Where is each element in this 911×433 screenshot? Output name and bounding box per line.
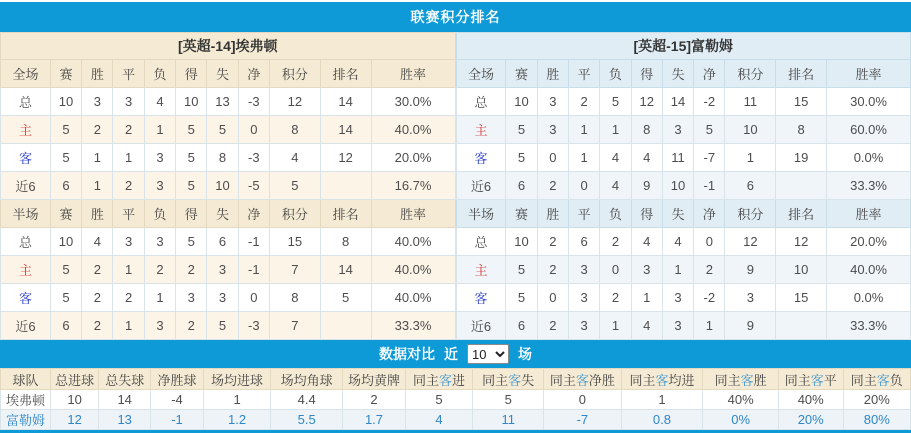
winrate-cell: 0.0% bbox=[827, 284, 911, 312]
stat-cell: 2 bbox=[694, 256, 725, 284]
points-cell: 5 bbox=[269, 172, 320, 200]
rank-cell: 10 bbox=[776, 256, 827, 284]
team-header: [英超-14]埃弗顿 bbox=[1, 33, 456, 60]
column-header: 失 bbox=[207, 200, 238, 228]
stat-cell: 3 bbox=[113, 88, 144, 116]
stat-cell: 2 bbox=[82, 312, 113, 340]
winrate-cell: 20.0% bbox=[827, 228, 911, 256]
compare-column-header: 总失球 bbox=[99, 369, 151, 390]
compare-column-header: 同主客失 bbox=[473, 369, 544, 390]
stat-cell: 6 bbox=[207, 228, 238, 256]
stat-cell: 3 bbox=[144, 228, 175, 256]
points-cell: 8 bbox=[269, 284, 320, 312]
stat-cell: 2 bbox=[144, 256, 175, 284]
stat-cell: 5 bbox=[506, 256, 537, 284]
stat-cell: 2 bbox=[82, 256, 113, 284]
section-header-row bbox=[456, 60, 911, 88]
column-header: 胜率 bbox=[371, 60, 455, 88]
column-header: 胜 bbox=[537, 60, 568, 88]
stat-cell: 4 bbox=[631, 228, 662, 256]
column-header: 净 bbox=[694, 60, 725, 88]
row-label: 客 bbox=[1, 144, 51, 172]
compare-stat-cell: 1.2 bbox=[203, 410, 270, 430]
row-label: 近6 bbox=[1, 312, 51, 340]
stat-cell: 5 bbox=[50, 256, 81, 284]
stat-cell: 2 bbox=[600, 228, 631, 256]
stat-cell: 4 bbox=[662, 228, 693, 256]
stat-cell: 2 bbox=[82, 284, 113, 312]
stat-cell: 1 bbox=[694, 312, 725, 340]
rank-cell: 14 bbox=[320, 88, 371, 116]
winrate-cell: 20.0% bbox=[371, 144, 455, 172]
compare-stat-cell: 5 bbox=[405, 390, 472, 410]
stat-cell: 1 bbox=[113, 144, 144, 172]
compare-row bbox=[1, 390, 911, 410]
compare-bar bbox=[0, 340, 911, 368]
compare-table bbox=[0, 368, 911, 430]
section-header-row bbox=[1, 60, 456, 88]
row-label: 总 bbox=[1, 228, 51, 256]
column-header: 失 bbox=[662, 60, 693, 88]
rank-cell bbox=[776, 172, 827, 200]
table-row bbox=[456, 256, 911, 284]
points-cell: 9 bbox=[725, 312, 776, 340]
stat-cell: 11 bbox=[662, 144, 693, 172]
stat-cell: 5 bbox=[50, 144, 81, 172]
stat-cell: 5 bbox=[50, 284, 81, 312]
stat-cell: -2 bbox=[694, 88, 725, 116]
compare-stat-cell: 11 bbox=[473, 410, 544, 430]
stat-cell: 3 bbox=[144, 144, 175, 172]
stat-cell: 2 bbox=[568, 88, 599, 116]
compare-stat-cell: 20% bbox=[778, 410, 843, 430]
stat-cell: 6 bbox=[568, 228, 599, 256]
compare-stat-cell: 14 bbox=[99, 390, 151, 410]
winrate-cell: 33.3% bbox=[371, 312, 455, 340]
compare-column-header: 场均黄牌 bbox=[343, 369, 406, 390]
column-header: 胜率 bbox=[371, 200, 455, 228]
stat-cell: 6 bbox=[50, 312, 81, 340]
winrate-cell: 0.0% bbox=[827, 144, 911, 172]
stat-cell: 9 bbox=[631, 172, 662, 200]
stat-cell: 3 bbox=[207, 256, 238, 284]
stat-cell: 2 bbox=[113, 284, 144, 312]
stat-cell: 12 bbox=[631, 88, 662, 116]
column-header: 排名 bbox=[320, 200, 371, 228]
table-row bbox=[1, 228, 456, 256]
row-label: 主 bbox=[456, 116, 506, 144]
stat-cell: 0 bbox=[568, 172, 599, 200]
home-team-table bbox=[0, 32, 456, 340]
winrate-cell: 40.0% bbox=[371, 284, 455, 312]
table-row bbox=[1, 88, 456, 116]
row-label: 近6 bbox=[456, 172, 506, 200]
stat-cell: 6 bbox=[506, 312, 537, 340]
stat-cell: 3 bbox=[176, 284, 207, 312]
rank-cell: 14 bbox=[320, 116, 371, 144]
column-header: 积分 bbox=[269, 60, 320, 88]
stat-cell: 3 bbox=[537, 88, 568, 116]
rank-cell: 5 bbox=[320, 284, 371, 312]
column-header: 全场 bbox=[1, 60, 51, 88]
stat-cell: 5 bbox=[50, 116, 81, 144]
compare-column-header: 同主客胜 bbox=[703, 369, 779, 390]
winrate-cell: 40.0% bbox=[827, 256, 911, 284]
rank-cell bbox=[320, 172, 371, 200]
stat-cell: 4 bbox=[631, 144, 662, 172]
recent-count-select[interactable] bbox=[467, 344, 509, 364]
stat-cell: 13 bbox=[207, 88, 238, 116]
table-row bbox=[456, 284, 911, 312]
stat-cell: -1 bbox=[694, 172, 725, 200]
stat-cell: 3 bbox=[662, 312, 693, 340]
column-header: 净 bbox=[694, 200, 725, 228]
stat-cell: 4 bbox=[82, 228, 113, 256]
stat-cell: 5 bbox=[600, 88, 631, 116]
compare-stat-cell: 1 bbox=[203, 390, 270, 410]
column-header: 胜 bbox=[537, 200, 568, 228]
column-header: 得 bbox=[176, 200, 207, 228]
stat-cell: 3 bbox=[144, 312, 175, 340]
points-cell: 9 bbox=[725, 256, 776, 284]
points-cell: 12 bbox=[725, 228, 776, 256]
compare-header-row bbox=[1, 369, 911, 390]
stat-cell: 2 bbox=[537, 256, 568, 284]
stat-cell: 6 bbox=[50, 172, 81, 200]
rank-cell bbox=[776, 312, 827, 340]
stat-cell: -2 bbox=[694, 284, 725, 312]
stat-cell: 10 bbox=[506, 228, 537, 256]
points-cell: 1 bbox=[725, 144, 776, 172]
rank-cell: 15 bbox=[776, 88, 827, 116]
compare-stat-cell: -7 bbox=[544, 410, 621, 430]
row-label: 总 bbox=[1, 88, 51, 116]
rank-cell: 8 bbox=[320, 228, 371, 256]
table-row bbox=[1, 284, 456, 312]
table-row bbox=[1, 256, 456, 284]
compare-stat-cell: 0% bbox=[703, 410, 779, 430]
compare-stat-cell: 80% bbox=[843, 410, 910, 430]
row-label: 近6 bbox=[1, 172, 51, 200]
stat-cell: 3 bbox=[568, 312, 599, 340]
page-title: 联赛积分排名 bbox=[410, 9, 501, 25]
stat-cell: -3 bbox=[238, 88, 269, 116]
stat-cell: 3 bbox=[631, 256, 662, 284]
stat-cell: 3 bbox=[144, 172, 175, 200]
stat-cell: 1 bbox=[600, 116, 631, 144]
column-header: 净 bbox=[238, 60, 269, 88]
stat-cell: 2 bbox=[82, 116, 113, 144]
column-header: 排名 bbox=[320, 60, 371, 88]
stat-cell: 3 bbox=[537, 116, 568, 144]
points-cell: 11 bbox=[725, 88, 776, 116]
compare-title: 数据对比 bbox=[379, 346, 435, 362]
stat-cell: 1 bbox=[568, 144, 599, 172]
compare-column-header: 同主客进 bbox=[405, 369, 472, 390]
compare-team-name: 富勒姆 bbox=[1, 410, 51, 430]
row-label: 客 bbox=[456, 144, 506, 172]
stat-cell: 2 bbox=[537, 312, 568, 340]
table-row bbox=[456, 228, 911, 256]
compare-column-header: 场均角球 bbox=[271, 369, 343, 390]
stat-cell: 5 bbox=[207, 116, 238, 144]
compare-stat-cell: 13 bbox=[99, 410, 151, 430]
compare-stat-cell: -1 bbox=[151, 410, 204, 430]
column-header: 胜率 bbox=[827, 200, 911, 228]
column-header: 负 bbox=[600, 200, 631, 228]
stat-cell: 0 bbox=[238, 116, 269, 144]
table-row bbox=[456, 172, 911, 200]
stat-cell: 0 bbox=[600, 256, 631, 284]
stat-cell: 3 bbox=[207, 284, 238, 312]
stat-cell: -1 bbox=[238, 228, 269, 256]
column-header: 负 bbox=[144, 200, 175, 228]
row-label: 近6 bbox=[456, 312, 506, 340]
column-header: 胜率 bbox=[827, 60, 911, 88]
stat-cell: 0 bbox=[537, 284, 568, 312]
column-header: 平 bbox=[568, 60, 599, 88]
compare-column-header: 同主客平 bbox=[778, 369, 843, 390]
compare-column-header: 球队 bbox=[1, 369, 51, 390]
winrate-cell: 30.0% bbox=[827, 88, 911, 116]
stat-cell: 8 bbox=[631, 116, 662, 144]
row-label: 总 bbox=[456, 228, 506, 256]
points-cell: 3 bbox=[725, 284, 776, 312]
stat-cell: 1 bbox=[568, 116, 599, 144]
rank-cell: 15 bbox=[776, 284, 827, 312]
stat-cell: 3 bbox=[82, 88, 113, 116]
column-header: 失 bbox=[207, 60, 238, 88]
stat-cell: 2 bbox=[113, 172, 144, 200]
column-header: 积分 bbox=[725, 200, 776, 228]
column-header: 平 bbox=[113, 200, 144, 228]
column-header: 积分 bbox=[725, 60, 776, 88]
column-header: 负 bbox=[144, 60, 175, 88]
stat-cell: 2 bbox=[113, 116, 144, 144]
row-label: 主 bbox=[456, 256, 506, 284]
stat-cell: 1 bbox=[631, 284, 662, 312]
stat-cell: 4 bbox=[631, 312, 662, 340]
stat-cell: 5 bbox=[176, 172, 207, 200]
column-header: 半场 bbox=[456, 200, 506, 228]
stat-cell: 5 bbox=[506, 284, 537, 312]
winrate-cell: 60.0% bbox=[827, 116, 911, 144]
points-cell: 12 bbox=[269, 88, 320, 116]
compare-stat-cell: 1 bbox=[621, 390, 703, 410]
compare-stat-cell: 0 bbox=[544, 390, 621, 410]
compare-row bbox=[1, 410, 911, 430]
compare-stat-cell: 1.7 bbox=[343, 410, 406, 430]
stat-cell: 4 bbox=[144, 88, 175, 116]
stat-cell: 1 bbox=[600, 312, 631, 340]
stat-cell: 1 bbox=[144, 116, 175, 144]
winrate-cell: 33.3% bbox=[827, 312, 911, 340]
row-label: 客 bbox=[456, 284, 506, 312]
row-label: 客 bbox=[1, 284, 51, 312]
points-cell: 8 bbox=[269, 116, 320, 144]
table-row bbox=[1, 312, 456, 340]
column-header: 排名 bbox=[776, 200, 827, 228]
points-cell: 15 bbox=[269, 228, 320, 256]
column-header: 赛 bbox=[50, 60, 81, 88]
section-header-row bbox=[1, 200, 456, 228]
stat-cell: 4 bbox=[600, 144, 631, 172]
stat-cell: 3 bbox=[662, 116, 693, 144]
stat-cell: 10 bbox=[662, 172, 693, 200]
stat-cell: 10 bbox=[50, 228, 81, 256]
stat-cell: 5 bbox=[176, 144, 207, 172]
stat-cell: 0 bbox=[537, 144, 568, 172]
stat-cell: 0 bbox=[694, 228, 725, 256]
rank-cell: 12 bbox=[320, 144, 371, 172]
compare-column-header: 总进球 bbox=[51, 369, 99, 390]
column-header: 排名 bbox=[776, 60, 827, 88]
points-cell: 4 bbox=[269, 144, 320, 172]
column-header: 得 bbox=[631, 60, 662, 88]
stat-cell: 5 bbox=[506, 144, 537, 172]
stat-cell: 2 bbox=[537, 228, 568, 256]
column-header: 赛 bbox=[506, 200, 537, 228]
winrate-cell: 33.3% bbox=[827, 172, 911, 200]
stat-cell: 10 bbox=[176, 88, 207, 116]
stat-cell: 1 bbox=[113, 256, 144, 284]
column-header: 得 bbox=[631, 200, 662, 228]
stat-cell: 2 bbox=[600, 284, 631, 312]
points-cell: 6 bbox=[725, 172, 776, 200]
stat-cell: 1 bbox=[82, 172, 113, 200]
compare-stat-cell: 4 bbox=[405, 410, 472, 430]
stat-cell: -5 bbox=[238, 172, 269, 200]
compare-column-header: 同主客均进 bbox=[621, 369, 703, 390]
column-header: 积分 bbox=[269, 200, 320, 228]
matches-unit-label: 场 bbox=[518, 346, 532, 362]
stat-cell: 1 bbox=[662, 256, 693, 284]
away-team-table bbox=[456, 32, 911, 340]
team-tables bbox=[0, 32, 911, 340]
column-header: 胜 bbox=[82, 200, 113, 228]
column-header: 半场 bbox=[1, 200, 51, 228]
stat-cell: -3 bbox=[238, 144, 269, 172]
row-label: 主 bbox=[1, 256, 51, 284]
table-row bbox=[456, 116, 911, 144]
column-header: 得 bbox=[176, 60, 207, 88]
compare-stat-cell: 12 bbox=[51, 410, 99, 430]
compare-stat-cell: 5 bbox=[473, 390, 544, 410]
winrate-cell: 30.0% bbox=[371, 88, 455, 116]
stat-cell: 10 bbox=[506, 88, 537, 116]
stat-cell: -3 bbox=[238, 312, 269, 340]
compare-stat-cell: 0.8 bbox=[621, 410, 703, 430]
compare-stat-cell: 40% bbox=[703, 390, 779, 410]
title-bar bbox=[0, 2, 911, 32]
table-row bbox=[456, 312, 911, 340]
compare-column-header: 场均进球 bbox=[203, 369, 270, 390]
recent-label: 近 bbox=[444, 346, 458, 362]
rank-cell bbox=[320, 312, 371, 340]
stat-cell: 1 bbox=[113, 312, 144, 340]
points-cell: 7 bbox=[269, 256, 320, 284]
table-row bbox=[1, 116, 456, 144]
winrate-cell: 40.0% bbox=[371, 116, 455, 144]
stat-cell: 5 bbox=[207, 312, 238, 340]
column-header: 赛 bbox=[50, 200, 81, 228]
compare-stat-cell: 20% bbox=[843, 390, 910, 410]
stat-cell: 1 bbox=[82, 144, 113, 172]
compare-column-header: 同主客负 bbox=[843, 369, 910, 390]
winrate-cell: 16.7% bbox=[371, 172, 455, 200]
table-row bbox=[1, 144, 456, 172]
stat-cell: 3 bbox=[662, 284, 693, 312]
winrate-cell: 40.0% bbox=[371, 256, 455, 284]
stat-cell: 2 bbox=[537, 172, 568, 200]
rank-cell: 8 bbox=[776, 116, 827, 144]
compare-column-header: 同主客净胜 bbox=[544, 369, 621, 390]
compare-team-name: 埃弗顿 bbox=[1, 390, 51, 410]
column-header: 失 bbox=[662, 200, 693, 228]
stat-cell: 3 bbox=[568, 284, 599, 312]
row-label: 总 bbox=[456, 88, 506, 116]
stat-cell: 2 bbox=[176, 256, 207, 284]
compare-column-header: 净胜球 bbox=[151, 369, 204, 390]
column-header: 平 bbox=[568, 200, 599, 228]
team-header: [英超-15]富勒姆 bbox=[456, 33, 911, 60]
stat-cell: 2 bbox=[176, 312, 207, 340]
stat-cell: 1 bbox=[144, 284, 175, 312]
stat-cell: -1 bbox=[238, 256, 269, 284]
stat-cell: 6 bbox=[506, 172, 537, 200]
column-header: 胜 bbox=[82, 60, 113, 88]
stat-cell: 0 bbox=[238, 284, 269, 312]
stat-cell: 10 bbox=[207, 172, 238, 200]
compare-stat-cell: 4.4 bbox=[271, 390, 343, 410]
compare-stat-cell: 10 bbox=[51, 390, 99, 410]
column-header: 净 bbox=[238, 200, 269, 228]
column-header: 负 bbox=[600, 60, 631, 88]
table-row bbox=[456, 144, 911, 172]
points-cell: 7 bbox=[269, 312, 320, 340]
points-cell: 10 bbox=[725, 116, 776, 144]
compare-stat-cell: 5.5 bbox=[271, 410, 343, 430]
rank-cell: 19 bbox=[776, 144, 827, 172]
stat-cell: 4 bbox=[600, 172, 631, 200]
stat-cell: 5 bbox=[176, 116, 207, 144]
column-header: 赛 bbox=[506, 60, 537, 88]
table-row bbox=[456, 88, 911, 116]
compare-stat-cell: -4 bbox=[151, 390, 204, 410]
section-header-row bbox=[456, 200, 911, 228]
stat-cell: 3 bbox=[113, 228, 144, 256]
table-row bbox=[1, 172, 456, 200]
stat-cell: -7 bbox=[694, 144, 725, 172]
stat-cell: 5 bbox=[506, 116, 537, 144]
compare-stat-cell: 2 bbox=[343, 390, 406, 410]
compare-stat-cell: 40% bbox=[778, 390, 843, 410]
stat-cell: 14 bbox=[662, 88, 693, 116]
column-header: 平 bbox=[113, 60, 144, 88]
rank-cell: 12 bbox=[776, 228, 827, 256]
stat-cell: 10 bbox=[50, 88, 81, 116]
stat-cell: 5 bbox=[176, 228, 207, 256]
rank-cell: 14 bbox=[320, 256, 371, 284]
winrate-cell: 40.0% bbox=[371, 228, 455, 256]
column-header: 全场 bbox=[456, 60, 506, 88]
row-label: 主 bbox=[1, 116, 51, 144]
stat-cell: 8 bbox=[207, 144, 238, 172]
stat-cell: 3 bbox=[568, 256, 599, 284]
stat-cell: 5 bbox=[694, 116, 725, 144]
